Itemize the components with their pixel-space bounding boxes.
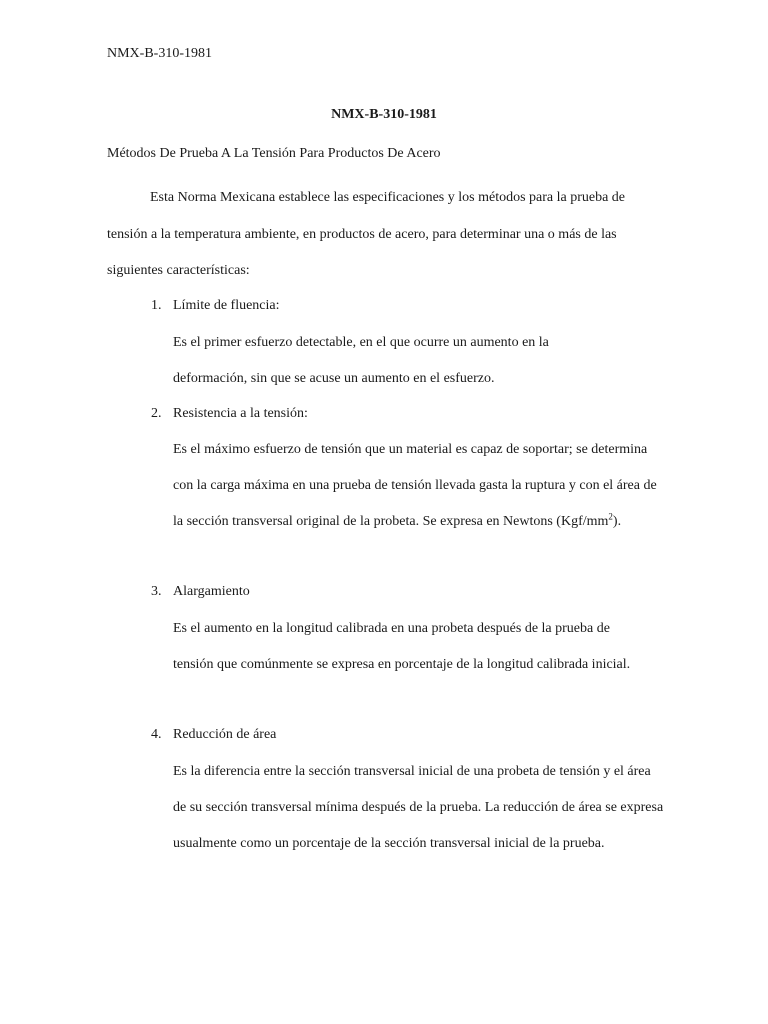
list-item-description-text: Es el máximo esfuerzo de tensión que un material es capaz de soportar; se determina con la carga máxima en una prueba de tensión llevada gasta la ruptura y con el área de la sección transversal original de la probeta. Se expresa en Newtons (Kgf/mm: [173, 442, 657, 529]
list-item-number: 2.: [151, 406, 162, 421]
intro-paragraph: Esta Norma Mexicana establece las especificaciones y los métodos para la prueba de tensión a la temperatura ambiente, en productos de acero, para determinar una o más de las siguientes características:: [107, 190, 626, 278]
list-item-heading: Resistencia a la tensión:: [173, 406, 308, 421]
list-item-heading: Límite de fluencia:: [173, 298, 280, 313]
list-item-description-tail: ).: [612, 513, 622, 529]
list-item-number: 1.: [151, 298, 162, 313]
list-item-number: 3.: [151, 584, 162, 599]
superscript: 2: [608, 510, 613, 521]
list-item-description: Es la diferencia entre la sección transversal inicial de una probeta de tensión y el área de su sección transversal mínima después de la prueba. La reducción de área se expresa usualmente como un porcentaje de la sección transversal inicial de la prueba.: [173, 764, 664, 851]
list-item-heading: Alargamiento: [173, 584, 250, 599]
list-item-heading: Reducción de área: [173, 727, 277, 742]
list-item-description: [173, 432, 665, 539]
running-header: NMX-B-310-1981: [107, 46, 212, 61]
list-item-number: 4.: [151, 727, 162, 742]
list-item-description: Es el aumento en la longitud calibrada en una probeta después de la prueba de tensión que comúnmente se expresa en porcentaje de la longitud calibrada inicial.: [173, 621, 631, 672]
document-title: NMX-B-310-1981: [331, 107, 437, 122]
list-item-description: Es el primer esfuerzo detectable, en el que ocurre un aumento en la deformación, sin que se acuse un aumento en el esfuerzo.: [173, 335, 549, 386]
document-subtitle: Métodos De Prueba A La Tensión Para Productos De Acero: [107, 146, 441, 161]
